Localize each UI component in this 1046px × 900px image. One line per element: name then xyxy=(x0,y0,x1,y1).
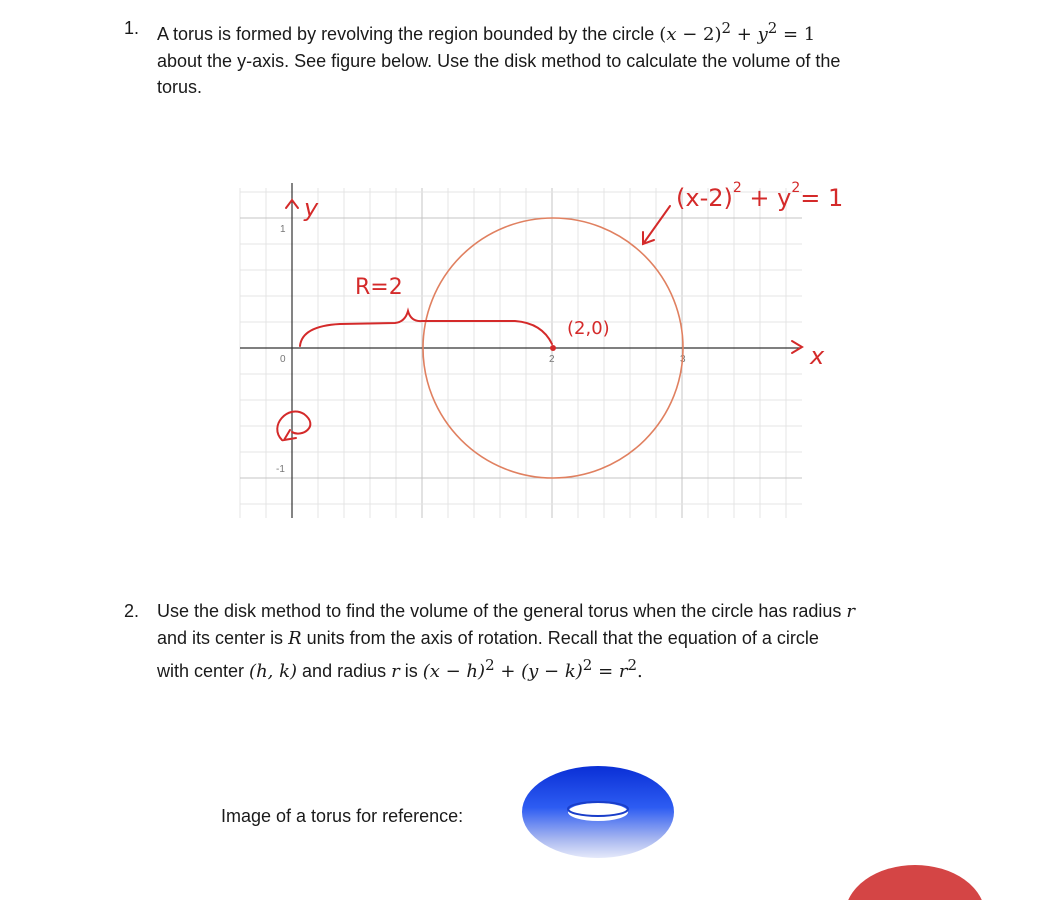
x-axis-label: x xyxy=(810,342,825,370)
radius-brace xyxy=(300,311,552,346)
tick-x-2: 2 xyxy=(549,354,555,365)
problem-1-line-3: torus. xyxy=(157,77,203,97)
problem-2-line-3: with center (h, k) and radius r is $(x - h)^2 + (y - k)^2 = r^2$. xyxy=(157,656,643,682)
tick-y-neg-1: -1 xyxy=(276,464,285,475)
tick-origin: 0 xyxy=(280,354,286,365)
torus-hole xyxy=(568,803,628,821)
torus-reference-label: Image of a torus for reference: xyxy=(221,806,464,826)
problem-1-line-1: A torus is formed by revolving the region bounded by the circle $(x - 2)^2 + y^2 = 1$ xyxy=(157,19,816,45)
center-annotation: (2,0) xyxy=(567,318,610,339)
radius-annotation: R=2 xyxy=(355,275,403,300)
circle-equation-annotation: $(x-2)^2 + y^2= 1$ xyxy=(676,180,844,212)
problem-1-number: 1. xyxy=(124,18,140,38)
general-circle-equation: $(x - h)^2 + (y - k)^2 = r^2$. xyxy=(422,656,643,682)
torus-image xyxy=(518,762,678,866)
problem-2-number: 2. xyxy=(124,601,140,621)
center-point xyxy=(550,345,556,351)
circle-equation: $(x - 2)^2 + y^2 = 1$ xyxy=(659,19,816,45)
x-axis-arrow-icon xyxy=(792,341,802,353)
corner-red-shape xyxy=(840,860,990,900)
tick-y-1: 1 xyxy=(280,224,286,235)
problem-1-line-2: about the y-axis. See figure below. Use the disk method to calculate the volume of the xyxy=(157,51,841,71)
problem-2-line-2: and its center is R units from the axis of rotation. Recall that the equation of a circle xyxy=(157,628,819,649)
tick-x-3: 3 xyxy=(680,354,686,365)
grid xyxy=(240,188,802,518)
torus-cross-section-figure xyxy=(230,168,850,528)
y-axis-label: y xyxy=(304,194,319,222)
problem-2-line-1: Use the disk method to find the volume of the general torus when the circle has radius r xyxy=(157,601,855,622)
